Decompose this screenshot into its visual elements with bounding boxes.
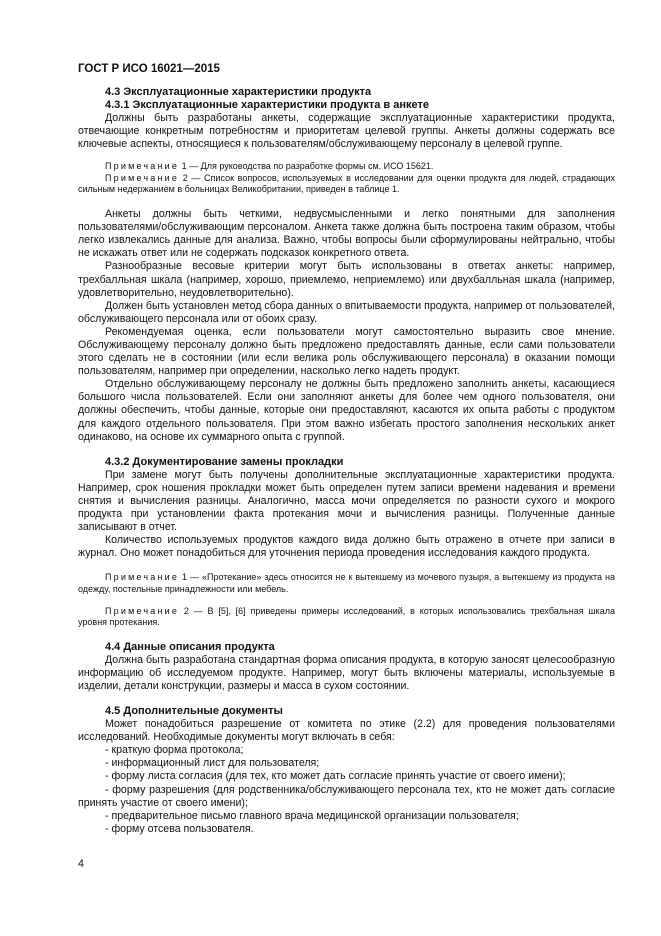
- note: [78, 161, 615, 173]
- paragraph: Анкеты должны быть четкими, недвусмысленными и легко понятными для заполнения пользователями/обслуживающим персоналом. Анкета также должна быть построена таким образом, чтобы легко извлекались данные для анализа. Важно, чтобы вопросы были сформулированы нейтрально, чтобы не искажать ответ или не содержать подсказок конкретного ответа.: [78, 208, 615, 260]
- paragraph: Разнообразные весовые критерии могут быть использованы в ответах анкеты: например, трехбалльная шкала (например, хорошо, приемлемо, неприемлемо) или двухбалльная шкала (например, удовлетворительно, неудовлетворительно).: [78, 260, 615, 299]
- list-item: - предварительное письмо главного врача медицинской организации пользователя;: [105, 809, 519, 822]
- list-item: - форму отсева пользователя.: [105, 822, 254, 835]
- note: [78, 572, 615, 595]
- list-item: - форму разрешения (для родственника/обслуживающего персонала тех, кто не может дать согласие принять участие от своего имени);: [78, 783, 615, 809]
- note-text: 1 — «Протекание» здесь относится не к вытекшему из мочевого пузыря, а вытекшему из продукта на одежду, постельные принадлежности или мебель.: [78, 572, 615, 594]
- page-number: 4: [78, 858, 84, 870]
- document-id-header: ГОСТ Р ИСО 16021—2015: [78, 63, 220, 75]
- section-4-3-title: 4.3 Эксплуатационные характеристики продукта: [105, 86, 372, 98]
- paragraph: Должен быть установлен метод сбора данных о впитываемости продукта, например от пользователей, обслуживающего персонала или от обоих сразу.: [78, 299, 615, 325]
- note: [78, 606, 615, 629]
- section-4-4-title: 4.4 Данные описания продукта: [105, 640, 275, 653]
- note-label: Примечание: [105, 172, 180, 183]
- paragraph: Рекомендуемая оценка, если пользователи могут самостоятельно выразить свое мнение. Обслуживающему персоналу должно быть предложено предоставлять данные, если сами пользователи этого сделать не в состоянии (или если велика роль обслуживающего персонала) в оказании помощи пользователям, например при определении, насколько легко надеть продукт.: [78, 325, 615, 378]
- note-text: 2 — В [5], [6] приведены примеры исследований, в которых использовались трехбальная шкала уровня протекания.: [78, 605, 615, 628]
- paragraph: Должна быть разработана стандартная форма описания продукта, в которую заносят целесообразную информацию об исследуемом продукте. Например, могут быть включены материалы, используемые в изделии, детали конструкции, размеры и масса в сухом состоянии.: [78, 653, 615, 692]
- note-text: 1 — Для руководства по разработке формы см. ИСО 15621.: [179, 161, 434, 172]
- note-label: Примечание: [105, 572, 180, 583]
- paragraph: Может понадобиться разрешение от комитета по этике (2.2) для проведения пользователями исследований. Необходимые документы могут включать в себя:: [78, 718, 615, 744]
- paragraph: Отдельно обслуживающему персоналу не должны быть предложено заполнить анкеты, касающиеся большого числа пользователей. Если они заполняют анкеты для более чем одного пользователя, они должны обеспечить, чтобы данные, которые они предоставляют, касаются их опыта работы с продуктом для каждого отдельного пользователя. При этом важно избегать простого заполнения нескольких анкет одинаково, на основе их суммарного опыта с группой.: [78, 378, 615, 443]
- document-page: [78, 62, 615, 836]
- section-4-3-2-title: 4.3.2 Документирование замены прокладки: [105, 455, 344, 468]
- list-item: - форму листа согласия (для тех, кто может дать согласие принять участие от своего имени);: [105, 770, 566, 783]
- paragraph: Должны быть разработаны анкеты, содержащие эксплуатационные характеристики продукта, отвечающие конкретным потребностям и приоритетам целевой группы. Анкеты должны содержать все ключевые аспекты, относящиеся к пользователям/обслуживающему персоналу в целевой группе.: [78, 112, 615, 151]
- note-label: Примечание: [105, 161, 180, 172]
- paragraph: При замене могут быть получены дополнительные эксплуатационные характеристики продукта. Например, срок ношения прокладки может быть определен путем записи времени надевания и времени снятия и вычисления разницы. Аналогично, масса мочи определяется по разности сухого и мокрого продукта при установлении факта протекания мочи и вычисления разницы. Полученные данные записывают в отчет.: [78, 468, 615, 534]
- note-label: Примечание: [105, 605, 180, 616]
- list-item: - информационный лист для пользователя;: [105, 757, 320, 770]
- section-4-3-1-title: 4.3.1 Эксплуатационные характеристики продукта в анкете: [105, 99, 429, 111]
- note: [78, 173, 615, 196]
- note-text: 2 — Список вопросов, используемых в исследовании для оценки продукта для людей, страдающих сильным недержанием в больницах Великобритании, приведен в таблице 1.: [78, 172, 615, 195]
- list-item: - краткую форма протокола;: [105, 744, 244, 757]
- section-4-5-title: 4.5 Дополнительные документы: [105, 705, 283, 718]
- paragraph: Количество используемых продуктов каждого вида должно быть отражено в отчете при записи в журнал. Оно может понадобиться для уточнения периода проведения исследования каждого продукта.: [78, 534, 615, 560]
